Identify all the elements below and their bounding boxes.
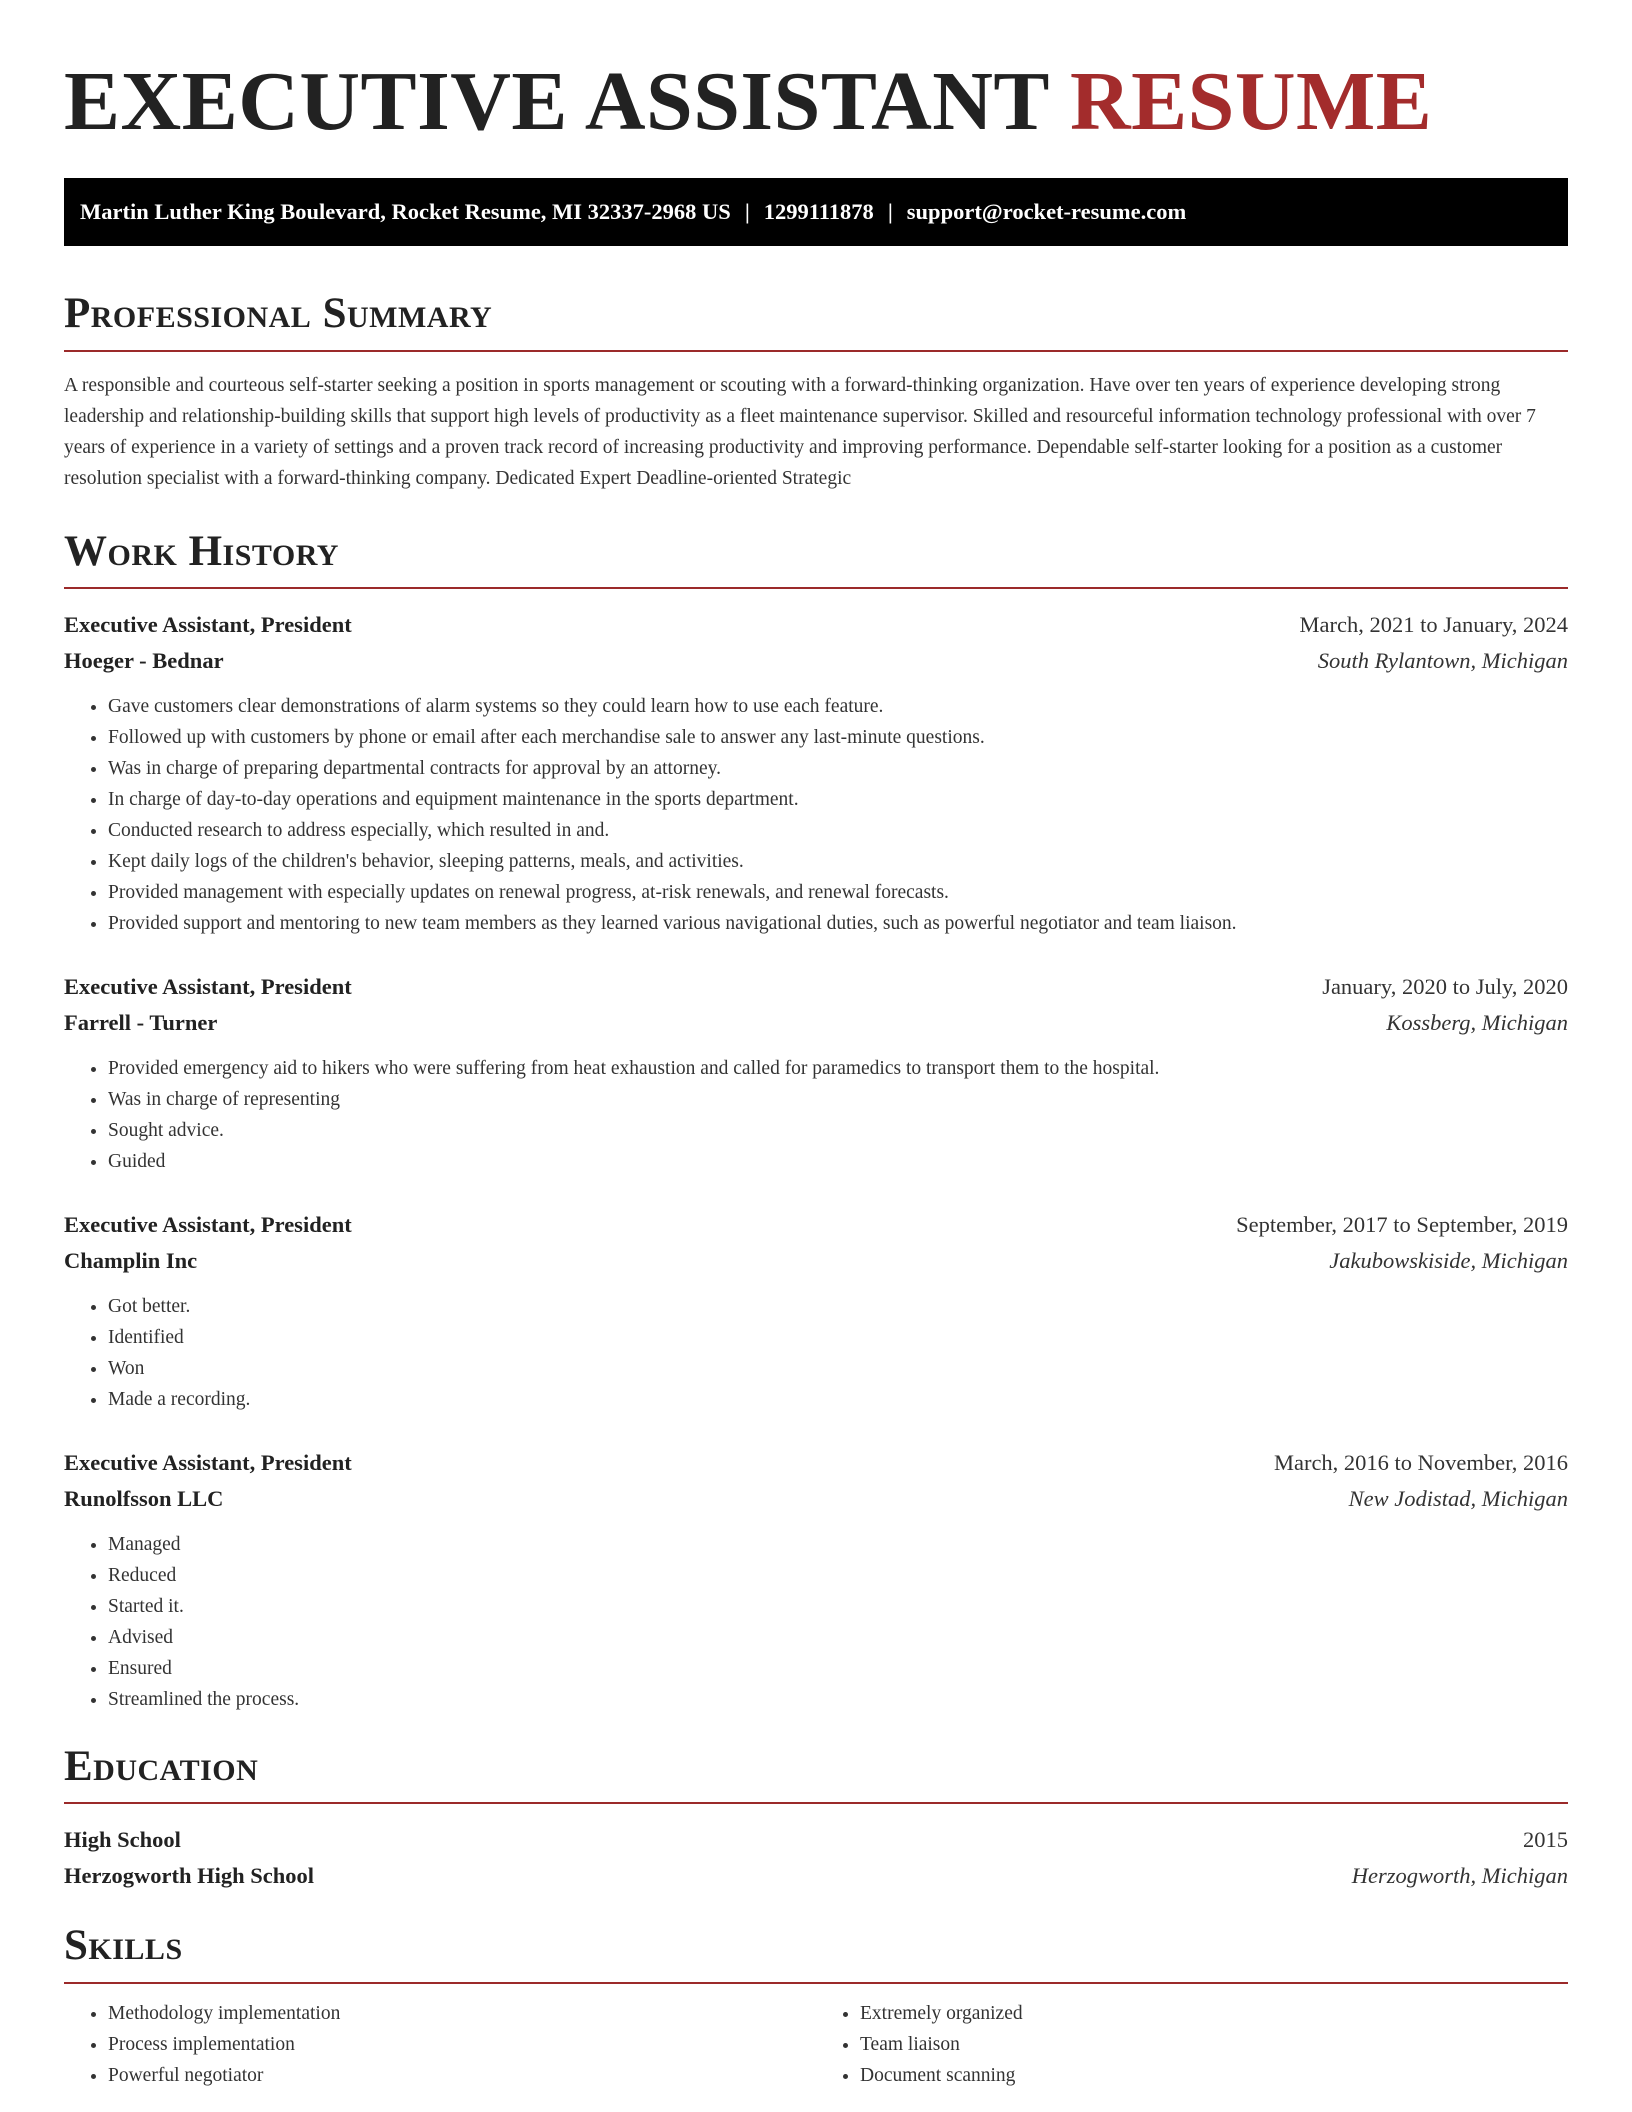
resume-title xyxy=(64,56,1568,148)
work-history-heading: Work History xyxy=(64,528,1568,589)
skill-item: • Powerful negotiator xyxy=(108,2060,816,2091)
job-bullets xyxy=(64,1053,1568,1177)
job-title: Executive Assistant, President xyxy=(64,1449,352,1475)
job-entry xyxy=(64,1445,1568,1715)
contact-separator: | xyxy=(887,199,893,225)
skill-item: • Methodology implementation xyxy=(108,1998,816,2029)
contact-bar xyxy=(64,178,1568,246)
job-bullets xyxy=(64,1291,1568,1415)
skill-item: • Team liaison xyxy=(860,2029,1568,2060)
job-location: Kossberg, Michigan xyxy=(1386,1009,1568,1035)
job-bullets xyxy=(64,691,1568,939)
job-bullet: • Identified xyxy=(108,1322,1568,1353)
job-location: Jakubowskiside, Michigan xyxy=(1329,1247,1568,1273)
job-bullet: • Provided management with especially updates on renewal progress, at-risk renewals, and renewal forecasts. xyxy=(108,877,1568,908)
education-school: Herzogworth High School xyxy=(64,1863,314,1889)
job-bullet: • Streamlined the process. xyxy=(108,1684,1568,1715)
job-entry xyxy=(64,1207,1568,1415)
job-dates: March, 2016 to November, 2016 xyxy=(1273,1449,1568,1475)
job-entry xyxy=(64,607,1568,939)
education-location: Herzogworth, Michigan xyxy=(1351,1863,1568,1889)
skills-heading: Skills xyxy=(64,1922,1568,1983)
summary-heading: Professional Summary xyxy=(64,290,1568,351)
contact-address: Martin Luther King Boulevard, Rocket Resume, MI 32337-2968 US xyxy=(80,199,731,225)
job-company: Farrell - Turner xyxy=(64,1009,218,1035)
job-company: Hoeger - Bednar xyxy=(64,647,224,673)
job-title: Executive Assistant, President xyxy=(64,611,352,637)
education-degree: High School xyxy=(64,1827,181,1853)
job-dates: March, 2021 to January, 2024 xyxy=(1299,611,1568,637)
education-year: 2015 xyxy=(1523,1827,1568,1853)
contact-phone: 1299111878 xyxy=(763,199,874,225)
skill-item: • Extremely organized xyxy=(860,1998,1568,2029)
job-bullet: • Reduced xyxy=(108,1560,1568,1591)
job-location: South Rylantown, Michigan xyxy=(1317,647,1568,673)
title-accent: RESUME xyxy=(1069,55,1433,148)
contact-separator: | xyxy=(744,199,750,225)
job-location: New Jodistad, Michigan xyxy=(1348,1485,1568,1511)
skill-item: • Process implementation xyxy=(108,2029,816,2060)
job-bullet: • Ensured xyxy=(108,1653,1568,1684)
job-bullet: • Managed xyxy=(108,1529,1568,1560)
skills-column-right xyxy=(816,1998,1568,2091)
job-bullet: • Kept daily logs of the children's behavior, sleeping patterns, meals, and activities. xyxy=(108,846,1568,877)
work-history-list xyxy=(64,607,1568,1715)
job-bullet: • Followed up with customers by phone or email after each merchandise sale to answer any last-minute questions. xyxy=(108,722,1568,753)
skills-list xyxy=(64,1998,1568,2091)
summary-text: A responsible and courteous self-starter seeking a position in sports management or scouting with a forward-thinking organization. Have over ten years of experience developing strong leadership and relationship-building skills that support high levels of productivity as a fleet maintenance supervisor. Skilled and resourceful information technology professional with over 7 years of experience in a variety of settings and a proven track record of increasing productivity and improving performance. Dependable self-starter looking for a position as a customer resolution specialist with a forward-thinking company. Dedicated Expert Deadline-oriented Strategic xyxy=(64,374,1536,489)
job-company: Champlin Inc xyxy=(64,1247,198,1273)
job-bullet: • Guided xyxy=(108,1146,1568,1177)
job-bullet: • Made a recording. xyxy=(108,1384,1568,1415)
job-bullet: • Started it. xyxy=(108,1591,1568,1622)
job-company: Runolfsson LLC xyxy=(64,1485,224,1511)
job-dates: January, 2020 to July, 2020 xyxy=(1322,973,1568,999)
title-main: EXECUTIVE ASSISTANT xyxy=(64,55,1049,148)
job-bullets xyxy=(64,1529,1568,1715)
job-bullet: • Conducted research to address especially, which resulted in and. xyxy=(108,815,1568,846)
skills-column-left xyxy=(64,1998,816,2091)
job-bullet: • Won xyxy=(108,1353,1568,1384)
education-heading: Education xyxy=(64,1743,1568,1804)
job-bullet: • Sought advice. xyxy=(108,1115,1568,1146)
job-bullet: • Provided support and mentoring to new team members as they learned various navigational duties, such as powerful negotiator and team liaison. xyxy=(108,908,1568,939)
job-entry xyxy=(64,969,1568,1177)
job-dates: September, 2017 to September, 2019 xyxy=(1236,1211,1568,1237)
job-bullet: • Was in charge of representing xyxy=(108,1084,1568,1115)
job-bullet: • Provided emergency aid to hikers who were suffering from heat exhaustion and called for paramedics to transport them to the hospital. xyxy=(108,1053,1568,1084)
job-bullet: • Was in charge of preparing departmental contracts for approval by an attorney. xyxy=(108,753,1568,784)
education-entry xyxy=(64,1822,1568,1894)
contact-email[interactable]: support@rocket-resume.com xyxy=(906,199,1187,225)
job-bullet: • Advised xyxy=(108,1622,1568,1653)
job-bullet: • In charge of day-to-day operations and equipment maintenance in the sports department. xyxy=(108,784,1568,815)
job-bullet: • Got better. xyxy=(108,1291,1568,1322)
job-bullet: • Gave customers clear demonstrations of alarm systems so they could learn how to use each feature. xyxy=(108,691,1568,722)
skill-item: • Document scanning xyxy=(860,2060,1568,2091)
job-title: Executive Assistant, President xyxy=(64,973,352,999)
job-title: Executive Assistant, President xyxy=(64,1211,352,1237)
